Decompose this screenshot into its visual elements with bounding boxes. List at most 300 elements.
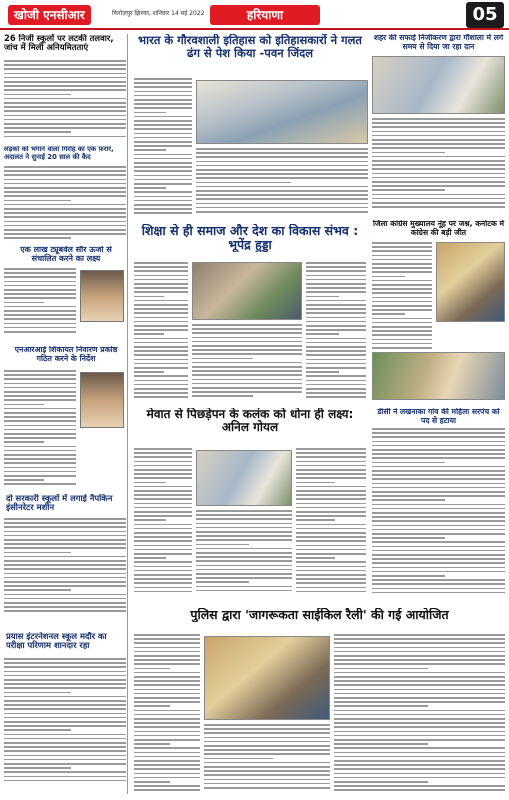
text-line — [134, 655, 200, 657]
text-line — [4, 98, 126, 100]
headline-a10: डीसी ने लखनाका गांव की महिला सरपंच को पद से हटाया — [377, 408, 500, 425]
text-line — [196, 556, 292, 558]
text-line — [196, 569, 292, 571]
text-line — [134, 659, 200, 661]
text-line — [306, 317, 366, 319]
text-line — [4, 479, 44, 481]
text-line — [306, 350, 366, 352]
text-line — [4, 293, 76, 295]
text-line — [4, 237, 71, 239]
text-line — [134, 482, 166, 484]
text-line — [306, 396, 366, 398]
text-line — [4, 399, 76, 401]
text-line — [134, 116, 192, 118]
text-line — [4, 522, 126, 524]
body-a8 — [4, 370, 76, 490]
text-line — [334, 777, 505, 779]
text-line — [306, 354, 366, 356]
text-line — [4, 441, 44, 443]
text-line — [372, 318, 432, 320]
text-line — [306, 380, 366, 382]
text-line — [334, 697, 505, 699]
text-line — [4, 556, 126, 558]
event-photo-a6 — [436, 242, 505, 322]
text-line — [196, 523, 292, 525]
text-line — [196, 186, 368, 188]
text-line — [134, 82, 192, 84]
text-line — [4, 539, 126, 541]
text-line — [4, 679, 126, 681]
text-line — [134, 128, 192, 130]
text-line — [4, 391, 76, 393]
text-line — [372, 147, 505, 149]
text-line — [134, 747, 200, 749]
text-line — [4, 370, 76, 372]
text-line — [4, 374, 76, 376]
text-line — [196, 552, 292, 554]
text-line — [134, 359, 188, 361]
text-line — [134, 781, 170, 783]
text-line — [4, 73, 126, 75]
text-line — [306, 367, 366, 369]
text-line — [334, 747, 505, 749]
text-line — [134, 78, 192, 80]
text-line — [4, 606, 126, 608]
body-a10 — [372, 428, 505, 598]
text-line — [306, 308, 366, 310]
text-line — [372, 533, 505, 535]
text-line — [372, 343, 432, 345]
text-line — [134, 511, 192, 513]
text-line — [4, 94, 71, 96]
text-line — [134, 486, 192, 488]
text-line — [4, 119, 126, 121]
text-line — [192, 395, 253, 397]
text-line — [334, 689, 505, 691]
text-line — [372, 194, 505, 196]
text-line — [372, 280, 432, 282]
text-line — [4, 302, 44, 304]
body-a3 — [372, 118, 505, 214]
text-line — [372, 478, 505, 480]
body-a2-col1 — [134, 78, 192, 218]
text-line — [134, 515, 192, 517]
text-line — [4, 187, 126, 189]
text-line — [296, 461, 366, 463]
text-line — [192, 345, 302, 347]
headline-a9: मेवात से पिछड़ेपन के कलंक को धोना ही लक्ष्य: अनिल गोयल — [146, 408, 354, 435]
text-line — [372, 529, 505, 531]
text-line — [134, 768, 200, 770]
text-line — [4, 708, 126, 710]
headline-a5: शिक्षा से ही समाज और देश का विकास संभव : भूपेंद्र हुड्डा — [141, 224, 359, 252]
text-line — [306, 325, 366, 327]
text-line — [196, 207, 368, 209]
text-line — [134, 375, 188, 377]
text-line — [134, 133, 192, 135]
text-line — [296, 536, 366, 538]
text-line — [372, 250, 432, 252]
text-line — [4, 755, 126, 757]
text-line — [4, 136, 126, 138]
text-line — [134, 789, 200, 791]
text-line — [192, 391, 302, 393]
text-line — [196, 198, 368, 200]
text-line — [4, 166, 126, 168]
text-line — [134, 333, 164, 335]
text-line — [296, 553, 366, 555]
text-line — [4, 471, 76, 473]
event-photo-a3 — [372, 56, 505, 114]
text-line — [196, 177, 368, 179]
portrait-photo-2 — [80, 372, 124, 428]
text-line — [296, 448, 366, 450]
text-line — [4, 216, 126, 218]
text-line — [4, 713, 126, 715]
text-line — [372, 322, 432, 324]
text-line — [4, 594, 126, 596]
text-line — [296, 515, 366, 517]
text-line — [296, 486, 366, 488]
text-line — [4, 200, 71, 202]
text-line — [134, 317, 188, 319]
text-line — [334, 760, 505, 762]
headline-a8: एनआरआई शिकायत निवारण प्रकोष्ठ गठित करने के निर्देश — [14, 346, 118, 363]
text-line — [372, 305, 432, 307]
text-line — [372, 499, 445, 501]
text-line — [204, 737, 330, 739]
text-line — [372, 255, 432, 257]
text-line — [134, 469, 192, 471]
text-line — [134, 785, 200, 787]
text-line — [372, 347, 432, 349]
text-line — [306, 279, 366, 281]
text-line — [134, 145, 192, 147]
text-line — [196, 510, 292, 512]
text-line — [134, 137, 192, 139]
text-line — [134, 722, 200, 724]
text-line — [372, 168, 505, 170]
text-line — [4, 387, 76, 389]
text-line — [196, 203, 368, 205]
text-line — [4, 323, 76, 325]
text-line — [192, 328, 302, 330]
text-line — [196, 527, 292, 529]
text-line — [4, 746, 126, 748]
text-line — [372, 292, 432, 294]
text-line — [204, 745, 330, 747]
text-line — [134, 187, 166, 189]
text-line — [196, 539, 292, 541]
text-line — [196, 169, 368, 171]
text-line — [4, 573, 126, 575]
headline-a12: प्रयास इंटरनेशनल स्कूल मदौर का परीक्षा परिणाम शानदार रहा — [6, 632, 107, 651]
text-line — [372, 445, 505, 447]
text-line — [134, 693, 200, 695]
text-line — [4, 462, 76, 464]
text-line — [134, 204, 192, 206]
text-line — [296, 578, 366, 580]
text-line — [4, 446, 76, 448]
text-line — [296, 566, 366, 568]
text-line — [134, 170, 192, 172]
text-line — [372, 246, 432, 248]
text-line — [334, 710, 505, 712]
text-line — [372, 546, 505, 548]
text-line — [134, 350, 188, 352]
text-line — [372, 541, 505, 543]
text-line — [4, 531, 126, 533]
text-line — [196, 194, 368, 196]
text-line — [192, 341, 302, 343]
text-line — [4, 458, 76, 460]
text-line — [306, 321, 366, 323]
body-a1 — [4, 60, 126, 142]
text-line — [134, 175, 192, 177]
text-line — [4, 767, 71, 769]
text-line — [4, 564, 126, 566]
text-line — [134, 124, 192, 126]
text-line — [4, 272, 76, 274]
text-line — [134, 296, 164, 298]
text-line — [134, 338, 188, 340]
text-line — [196, 518, 292, 520]
text-line — [134, 773, 200, 775]
text-line — [134, 718, 200, 720]
text-line — [4, 776, 126, 778]
text-line — [306, 262, 366, 264]
text-line — [296, 582, 366, 584]
text-line — [4, 289, 76, 291]
text-line — [4, 281, 76, 283]
text-line — [134, 166, 192, 168]
text-line — [134, 752, 200, 754]
text-line — [134, 689, 200, 691]
text-line — [4, 378, 76, 380]
text-line — [134, 262, 188, 264]
text-line — [334, 684, 505, 686]
text-line — [134, 380, 188, 382]
text-line — [4, 285, 76, 287]
text-line — [334, 663, 505, 665]
text-line — [4, 581, 126, 583]
text-line — [296, 511, 366, 513]
text-line — [372, 173, 505, 175]
text-line — [134, 321, 188, 323]
text-line — [4, 179, 126, 181]
text-line — [134, 325, 188, 327]
text-line — [372, 550, 505, 552]
text-line — [306, 329, 366, 331]
text-line — [334, 638, 505, 640]
text-line — [196, 573, 292, 575]
text-line — [134, 756, 200, 758]
text-line — [334, 634, 505, 636]
text-line — [372, 562, 505, 564]
text-line — [134, 638, 200, 640]
text-line — [4, 195, 126, 197]
page-number: 05 — [466, 2, 504, 28]
event-photo-a5 — [192, 262, 302, 320]
text-line — [196, 577, 292, 579]
text-line — [134, 561, 192, 563]
text-line — [134, 266, 188, 268]
text-line — [296, 507, 366, 509]
text-line — [4, 610, 126, 612]
text-line — [372, 525, 505, 527]
text-line — [4, 68, 126, 70]
text-line — [134, 536, 192, 538]
text-line — [196, 544, 249, 546]
text-line — [372, 288, 432, 290]
text-line — [4, 692, 71, 694]
text-line — [4, 568, 126, 570]
text-line — [4, 204, 126, 206]
text-line — [4, 212, 126, 214]
text-line — [4, 310, 76, 312]
text-line — [372, 449, 505, 451]
text-line — [372, 206, 505, 208]
text-line — [372, 263, 432, 265]
text-line — [334, 752, 505, 754]
text-line — [134, 566, 192, 568]
text-line — [204, 728, 330, 730]
text-line — [134, 371, 164, 373]
text-line — [196, 531, 292, 533]
text-line — [204, 732, 330, 734]
text-line — [4, 483, 76, 485]
text-line — [134, 494, 192, 496]
text-line — [4, 433, 76, 435]
text-line — [4, 404, 44, 406]
text-line — [134, 91, 192, 93]
text-line — [306, 283, 366, 285]
text-line — [134, 519, 166, 521]
text-line — [134, 578, 192, 580]
text-line — [296, 498, 366, 500]
text-line — [372, 583, 505, 585]
text-line — [192, 353, 302, 355]
text-line — [134, 141, 192, 143]
text-line — [134, 684, 200, 686]
text-line — [4, 759, 126, 761]
text-line — [204, 724, 330, 726]
body-a11 — [4, 518, 126, 618]
body-a13-col3 — [334, 634, 505, 794]
text-line — [134, 196, 192, 198]
text-line — [134, 275, 188, 277]
text-line — [296, 469, 366, 471]
text-line — [372, 131, 505, 133]
text-line — [334, 668, 428, 670]
text-line — [4, 721, 126, 723]
portrait-photo — [80, 270, 124, 322]
text-line — [334, 701, 505, 703]
text-line — [192, 374, 302, 376]
text-line — [204, 783, 330, 785]
text-line — [134, 764, 200, 766]
text-line — [134, 452, 192, 454]
text-line — [372, 466, 505, 468]
text-line — [134, 587, 192, 589]
text-line — [134, 461, 192, 463]
text-line — [4, 191, 126, 193]
text-line — [372, 436, 505, 438]
text-line — [196, 535, 292, 537]
text-line — [372, 567, 505, 569]
text-line — [134, 448, 192, 450]
text-line — [196, 560, 292, 562]
headline-a3: शहर की सफाई निजीकरण द्वारा गौशाला में लगे समय से दिया जा रहा दान — [373, 34, 504, 51]
text-line — [4, 598, 126, 600]
text-line — [134, 95, 192, 97]
text-line — [134, 384, 188, 386]
text-line — [4, 425, 76, 427]
text-line — [134, 308, 188, 310]
text-line — [192, 332, 302, 334]
text-line — [4, 416, 76, 418]
body-a9-col2 — [196, 510, 292, 598]
text-line — [372, 520, 505, 522]
text-line — [296, 574, 366, 576]
text-line — [296, 528, 366, 530]
text-line — [4, 81, 126, 83]
text-line — [296, 477, 366, 479]
text-line — [4, 208, 126, 210]
text-line — [372, 483, 505, 485]
text-line — [372, 474, 505, 476]
text-line — [4, 577, 126, 579]
text-line — [192, 349, 302, 351]
text-line — [372, 297, 432, 299]
headline-a4: लड़कों को भगाने वाला गिरोह का एक फ़रार, अदालत ने सुनाई 20 साल की कैद — [4, 146, 114, 161]
text-line — [4, 780, 126, 782]
text-line — [134, 465, 192, 467]
text-line — [4, 102, 126, 104]
text-line — [4, 395, 76, 397]
text-line — [372, 267, 432, 269]
text-line — [334, 672, 505, 674]
text-line — [334, 764, 505, 766]
text-line — [4, 89, 126, 91]
event-photo-a6b — [372, 352, 505, 400]
text-line — [204, 766, 330, 768]
text-line — [134, 367, 188, 369]
text-line — [4, 658, 126, 660]
text-line — [334, 789, 505, 791]
text-line — [134, 710, 200, 712]
text-line — [196, 565, 292, 567]
text-line — [334, 768, 505, 770]
text-line — [134, 582, 192, 584]
text-line — [4, 268, 76, 270]
text-line — [134, 86, 192, 88]
text-line — [4, 675, 126, 677]
body-a4 — [4, 166, 126, 242]
text-line — [4, 437, 76, 439]
text-line — [306, 291, 366, 293]
text-line — [306, 266, 366, 268]
text-line — [196, 586, 292, 588]
text-line — [372, 118, 505, 120]
text-line — [334, 680, 505, 682]
text-line — [334, 718, 505, 720]
text-line — [4, 331, 76, 333]
text-line — [196, 514, 292, 516]
text-line — [196, 165, 368, 167]
text-line — [4, 318, 76, 320]
text-line — [134, 591, 192, 593]
